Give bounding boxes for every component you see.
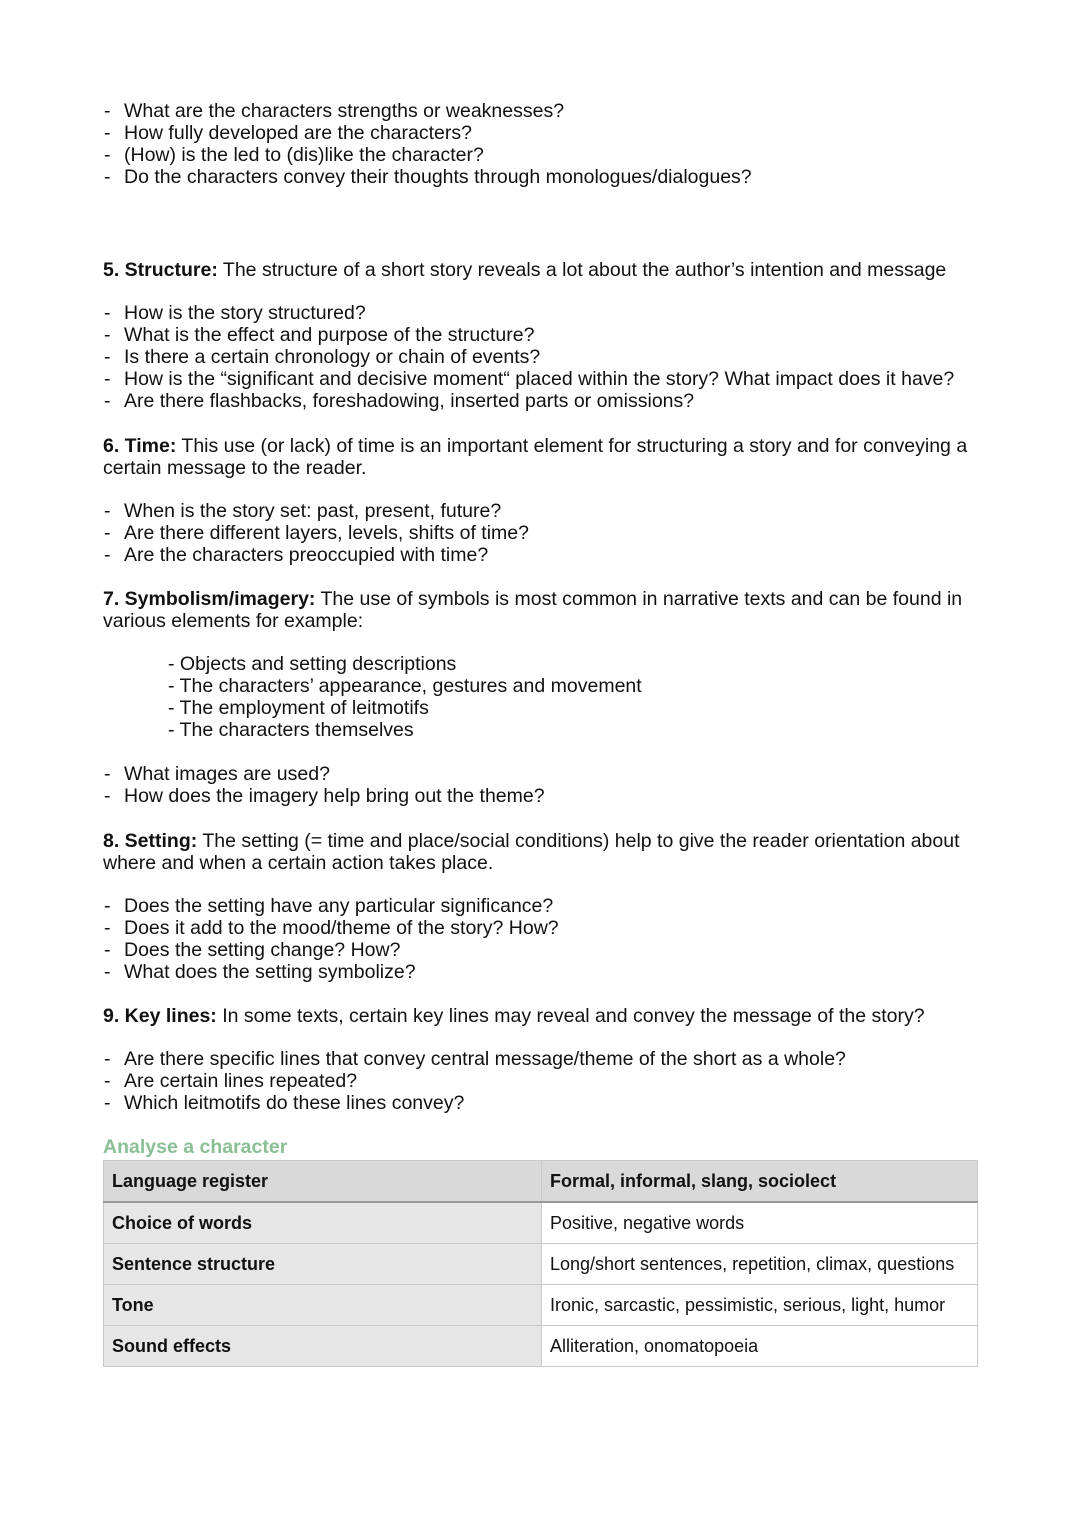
table-heading: Analyse a character: [103, 1136, 288, 1158]
table-cell-value: Formal, informal, slang, sociolect: [542, 1161, 978, 1203]
list-item: - Are the characters preoccupied with time?: [103, 544, 978, 566]
list-item: - How is the “significant and decisive moment“ placed within the story? What impact does it have?: [103, 368, 978, 390]
character-analysis-table: [103, 1160, 978, 1367]
table-cell-key: Choice of words: [104, 1202, 542, 1244]
setting-questions-list: [103, 895, 978, 983]
time-questions-list: [103, 500, 978, 566]
list-item: - Are there flashbacks, foreshadowing, inserted parts or omissions?: [103, 390, 978, 412]
table-cell-value: Alliteration, onomatopoeia: [542, 1326, 978, 1367]
table-cell-key: Tone: [104, 1285, 542, 1326]
section-text: The use of symbols is most common in narrative texts and can be found in various elements for example:: [103, 588, 963, 632]
list-item: - When is the story set: past, present, future?: [103, 500, 978, 522]
section-text: The setting (= time and place/social conditions) help to give the reader orientation about where and when a certain action takes place.: [103, 830, 960, 874]
table-cell-value: Long/short sentences, repetition, climax, questions: [542, 1244, 978, 1285]
structure-questions-list: [103, 302, 978, 412]
list-item: - Does the setting have any particular significance?: [103, 895, 978, 917]
list-item: - (How) is the led to (dis)like the character?: [103, 144, 978, 166]
section-text: The structure of a short story reveals a lot about the author’s intention and message: [217, 259, 947, 281]
list-item: - How does the imagery help bring out the theme?: [103, 785, 978, 807]
section-text: This use (or lack) of time is an important element for structuring a story and for conveying a certain message to the reader.: [103, 435, 968, 479]
document-page: [103, 100, 978, 1367]
list-item: - Are certain lines repeated?: [103, 1070, 978, 1092]
section-title: 6. Time:: [103, 435, 177, 457]
list-item: - What is the effect and purpose of the structure?: [103, 324, 978, 346]
table-row: [104, 1285, 978, 1326]
list-item: - The employment of leitmotifs: [168, 697, 429, 719]
list-item: - What does the setting symbolize?: [103, 961, 978, 983]
table-row: [104, 1326, 978, 1367]
imagery-questions-list: [103, 763, 978, 807]
list-item: - What images are used?: [103, 763, 978, 785]
section-text: In some texts, certain key lines may reveal and convey the message of the story?: [216, 1005, 925, 1027]
table-cell-key: Sentence structure: [104, 1244, 542, 1285]
table-cell-value: Ironic, sarcastic, pessimistic, serious, light, humor: [542, 1285, 978, 1326]
list-item: - How fully developed are the characters?: [103, 122, 978, 144]
list-item: - The characters themselves: [168, 719, 414, 741]
table-row: [104, 1202, 978, 1244]
list-item: - Does it add to the mood/theme of the story? How?: [103, 917, 978, 939]
section-title: 8. Setting:: [103, 830, 198, 852]
table-row: [104, 1161, 978, 1203]
table-cell-key: Sound effects: [104, 1326, 542, 1367]
symbolism-heading: [103, 588, 978, 632]
time-heading: [103, 435, 978, 479]
section-title: 9. Key lines:: [103, 1005, 217, 1027]
list-item: - The characters’ appearance, gestures and movement: [168, 675, 642, 697]
section-title: 7. Symbolism/imagery:: [103, 588, 316, 610]
character-questions-list: [103, 100, 978, 188]
list-item: - Are there specific lines that convey central message/theme of the short as a whole?: [103, 1048, 978, 1070]
list-item: - Is there a certain chronology or chain of events?: [103, 346, 978, 368]
list-item: - Are there different layers, levels, shifts of time?: [103, 522, 978, 544]
structure-heading: [103, 259, 978, 281]
key-lines-questions-list: [103, 1048, 978, 1114]
list-item: - Objects and setting descriptions: [168, 653, 457, 675]
list-item: - Which leitmotifs do these lines convey?: [103, 1092, 978, 1114]
list-item: - How is the story structured?: [103, 302, 978, 324]
table-cell-key: Language register: [104, 1161, 542, 1203]
setting-heading: [103, 830, 978, 874]
key-lines-heading: [103, 1005, 978, 1027]
table-row: [104, 1244, 978, 1285]
table-cell-value: Positive, negative words: [542, 1202, 978, 1244]
list-item: - What are the characters strengths or weaknesses?: [103, 100, 978, 122]
list-item: - Do the characters convey their thoughts through monologues/dialogues?: [103, 166, 978, 188]
list-item: - Does the setting change? How?: [103, 939, 978, 961]
symbol-examples-list: [103, 653, 978, 741]
section-title: 5. Structure:: [103, 259, 218, 281]
